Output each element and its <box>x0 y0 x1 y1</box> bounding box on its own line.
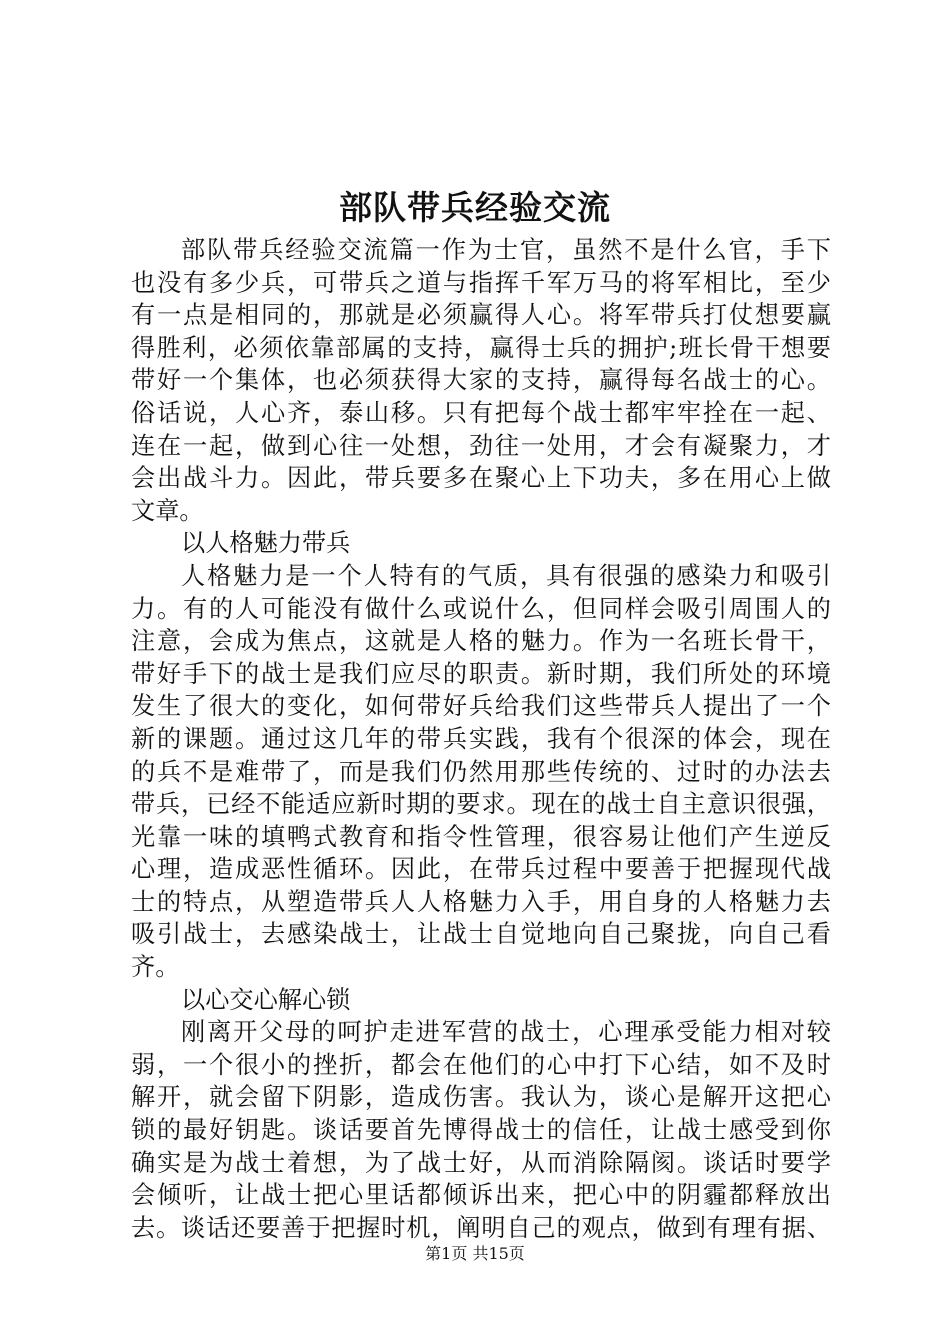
paragraph <box>131 234 831 527</box>
text-line: 有一点是相同的，那就是必须赢得人心。将军带兵打仗想要赢 <box>131 301 831 330</box>
text-line: 人格魅力是一个人特有的气质，具有很强的感染力和吸引 <box>181 561 831 590</box>
text-line: 去。谈话还要善于把握时机，阐明自己的观点，做到有理有据、 <box>131 1213 831 1242</box>
text-line: 带好手下的战士是我们应尽的职责。新时期，我们所处的环境 <box>131 659 831 688</box>
text-line: 得胜利，必须依靠部属的支持，赢得士兵的拥护;班长骨干想要 <box>131 333 831 362</box>
text-line: 会出战斗力。因此，带兵要多在聚心上下功夫，多在用心上做 <box>131 464 831 493</box>
text-line: 发生了很大的变化，如何带好兵给我们这些带兵人提出了一个 <box>131 692 831 721</box>
text-line: 部队带兵经验交流篇一作为士官，虽然不是什么官，手下 <box>181 236 831 264</box>
text-line: 文章。 <box>131 496 204 525</box>
section-heading: 以心交心解心锁 <box>181 985 351 1014</box>
text-line: 确实是为战士着想，为了战士好，从而消除隔阂。谈话时要学 <box>131 1148 831 1177</box>
text-line: 心理，造成恶性循环。因此，在带兵过程中要善于把握现代战 <box>131 855 831 884</box>
text-line: 会倾听，让战士把心里话都倾诉出来，把心中的阴霾都释放出 <box>131 1181 831 1210</box>
page-footer: 第1页 共15页 <box>425 1244 525 1263</box>
text-line: 俗话说，人心齐，泰山移。只有把每个战士都牢牢拴在一起、 <box>131 398 831 427</box>
text-line: 的兵不是难带了，而是我们仍然用那些传统的、过时的办法去 <box>131 757 831 786</box>
text-line: 注意，会成为焦点，这就是人格的魅力。作为一名班长骨干， <box>131 627 831 656</box>
text-line: 刚离开父母的呵护走进军营的战士，心理承受能力相对较 <box>181 1018 831 1047</box>
text-line: 吸引战士，去感染战士，让战士自觉地向自己聚拢，向自己看 <box>131 920 831 949</box>
text-line: 锁的最好钥匙。谈话要首先博得战士的信任，让战士感受到你 <box>131 1116 831 1145</box>
paragraph <box>131 560 831 984</box>
section-heading: 以人格魅力带兵 <box>181 529 351 558</box>
text-line: 连在一起，做到心往一处想，劲往一处用，才会有凝聚力，才 <box>131 431 831 460</box>
text-line: 光靠一味的填鸭式教育和指令性管理，很容易让他们产生逆反 <box>131 822 831 851</box>
text-line: 齐。 <box>131 953 180 982</box>
document-body <box>131 234 831 1244</box>
text-line: 弱，一个很小的挫折，都会在他们的心中打下心结，如不及时 <box>131 1050 831 1079</box>
text-line: 也没有多少兵，可带兵之道与指挥千军万马的将军相比，至少 <box>131 268 831 297</box>
document-title: 部队带兵经验交流 <box>339 188 611 227</box>
text-line: 新的课题。通过这几年的带兵实践，我有个很深的体会，现在 <box>131 724 831 753</box>
text-line: 力。有的人可能没有做什么或说什么，但同样会吸引周围人的 <box>131 594 831 623</box>
text-line: 士的特点，从塑造带兵人人格魅力入手，用自身的人格魅力去 <box>131 887 831 916</box>
text-line: 带好一个集体，也必须获得大家的支持，赢得每名战士的心。 <box>131 366 831 395</box>
text-line: 解开，就会留下阴影，造成伤害。我认为，谈心是解开这把心 <box>131 1083 831 1112</box>
text-line: 带兵，已经不能适应新时期的要求。现在的战士自主意识很强， <box>131 790 831 819</box>
paragraph <box>131 1016 831 1244</box>
